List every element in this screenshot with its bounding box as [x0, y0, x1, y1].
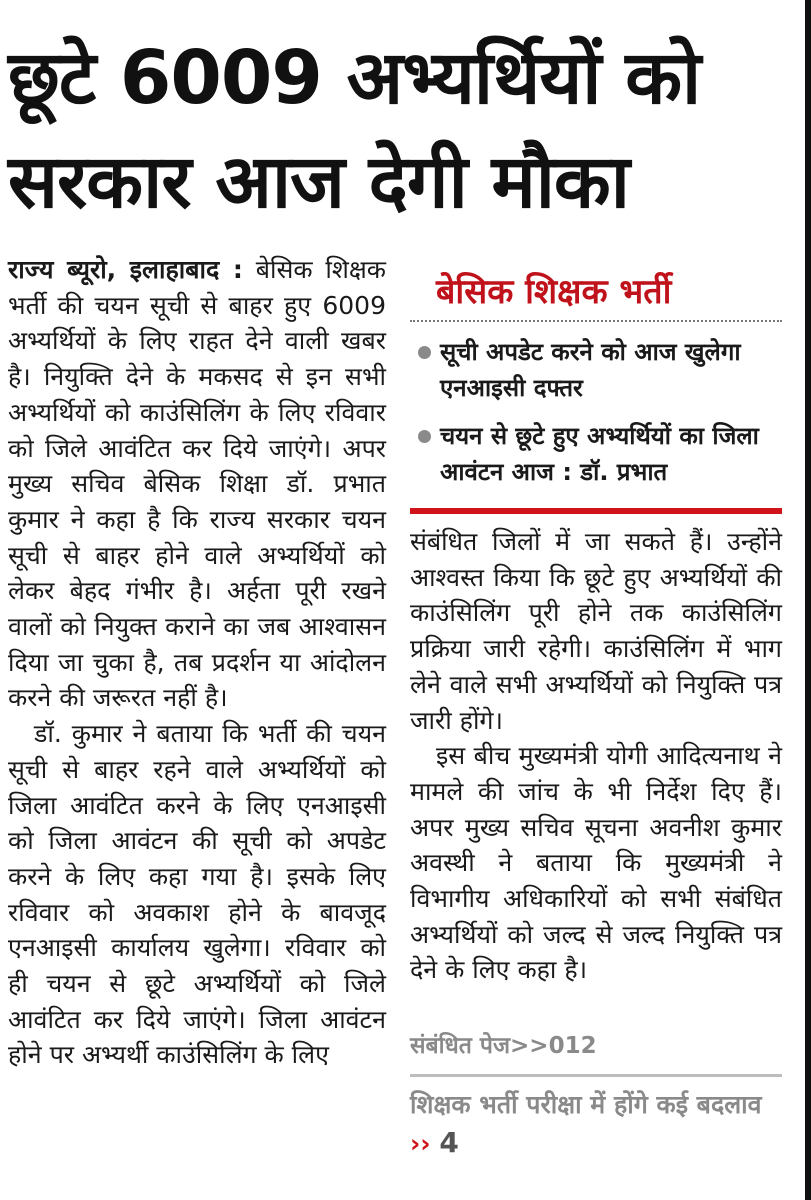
box-bullet-2-text: चयन से छूटे हुए अभ्यर्थियों का जिला आवंटन आज : डॉ. प्रभात: [440, 422, 759, 486]
headline: [8, 26, 798, 234]
headline-line-1: छूटे 6009 अभ्यर्थियों को: [8, 35, 701, 121]
bullet-dot-icon: [418, 346, 431, 359]
box-title: बेसिक शिक्षक भर्ती: [436, 272, 672, 312]
bullet-dot-icon: [418, 430, 431, 443]
dotted-divider: [410, 320, 782, 322]
highlight-box: [410, 268, 782, 514]
double-chevron-icon: ››: [410, 1129, 431, 1158]
teaser-link[interactable]: [410, 1086, 782, 1163]
related-page-link[interactable]: [410, 1028, 597, 1060]
teaser-text: शिक्षक भर्ती परीक्षा में होंगे कई बदलाव: [410, 1090, 762, 1119]
article-paragraph-4: इस बीच मुख्यमंत्री योगी आदित्यनाथ ने मामले की जांच के भी निर्देश दिए हैं। अपर मुख्य सचिव सूचना अवनीश कुमार अवस्थी ने बताया कि मुख्यमंत्री ने विभागीय अधिकारियों को सभी संबंधित अभ्यर्थियों को जल्द से जल्द नियुक्ति पत्र देने के लिए कहा है।: [410, 741, 782, 985]
related-page-label: संबंधित पेज: [410, 1033, 511, 1059]
box-bullet-1: [410, 334, 782, 406]
article-right-column: [410, 524, 782, 988]
red-divider: [410, 508, 782, 514]
page-edge: [805, 0, 811, 1200]
article-left-column: [8, 252, 386, 1073]
grey-divider: [410, 1074, 782, 1077]
article-paragraph-2: डॉ. कुमार ने बताया कि भर्ती की चयन सूची से बाहर रहने वाले अभ्यर्थियों को जिला आवंटित करने के लिए एनआइसी को जिला आवंटन की सूची को अपडेट करने के लिए कहा गया है। इसके लिए रविवार को अवकाश होने के बावजूद एनआइसी कार्यालय खुलेगा। रविवार को ही चयन से छूटे अभ्यर्थियों को जिले आवंटित कर दिये जाएंगे। जिला आवंटन होने पर अभ्यर्थी काउंसिलिंग के लिए: [8, 719, 386, 1070]
box-bullet-1-text: सूची अपडेट करने को आज खुलेगा एनआइसी दफ्तर: [440, 338, 741, 402]
article-paragraph-1-text: बेसिक शिक्षक भर्ती की चयन सूची से बाहर हुए 6009 अभ्यर्थियों के लिए राहत देने वाली खबर है। नियुक्ति देने के मकसद से इन सभी अभ्यर्थियों को काउंसिलिंग के लिए रविवार को जिले आवंटित कर दिये जाएंगे। अपर मुख्य सचिव बेसिक शिक्षा डॉ. प्रभात कुमार ने कहा है कि राज्य सरकार चयन सूची से बाहर होने वाले अभ्यर्थियों को लेकर बेहद गंभीर है। अर्हता पूरी रखने वालों को नियुक्त कराने का जब आश्वासन दिया जा चुका है, तब प्रदर्शन या आंदोलन करने की जरूरत नहीं है।: [8, 255, 386, 713]
box-bullet-2: [410, 418, 782, 490]
related-page-ref: >>012: [510, 1033, 597, 1059]
dateline: राज्य ब्यूरो, इलाहाबाद :: [8, 255, 243, 284]
article-paragraph-1: [8, 252, 386, 716]
headline-line-2: सरकार आज देगी मौका: [8, 139, 629, 225]
teaser-page-number: 4: [439, 1126, 459, 1159]
article-paragraph-3: संबंधित जिलों में जा सकते हैं। उन्होंने आश्वस्त किया कि छूटे हुए अभ्यर्थियों की काउंसिलिंग पूरी होने तक काउंसिलिंग प्रक्रिया जारी रहेगी। काउंसिलिंग में भाग लेने वाले सभी अभ्यर्थियों को नियुक्ति पत्र जारी होंगे।: [410, 527, 782, 735]
